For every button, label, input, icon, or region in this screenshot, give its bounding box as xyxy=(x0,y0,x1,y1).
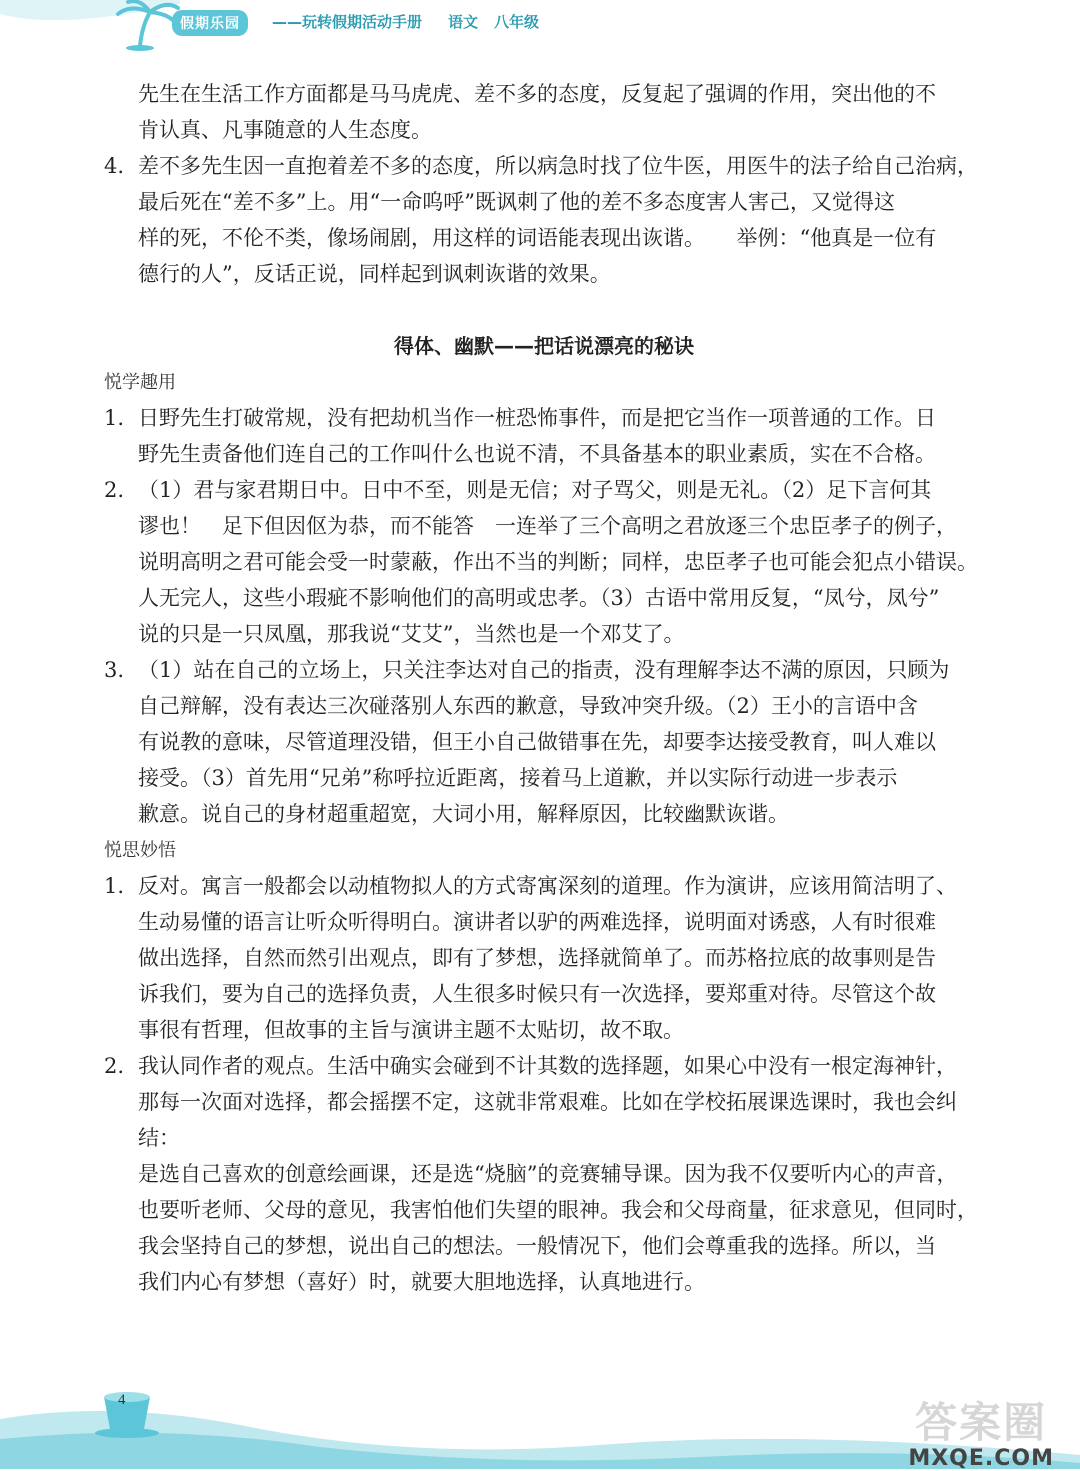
text-line: 德行的人”，反话正说，同样起到讽刺诙谐的效果。 xyxy=(138,262,611,286)
answer-item-4 xyxy=(104,148,984,292)
page-header xyxy=(0,0,1080,52)
text-line: 我认同作者的观点。生活中确实会碰到不计其数的选择题，如果心中没有一根定海神针， xyxy=(138,1054,957,1078)
item-number: 2. xyxy=(104,478,125,502)
header-subtitle: ——玩转假期活动手册 xyxy=(272,13,423,31)
item-number: 2. xyxy=(104,1054,125,1078)
text-line: 事很有哲理，但故事的主旨与演讲主题不太贴切，故不取。 xyxy=(138,1018,684,1042)
answer-item xyxy=(104,652,984,832)
text-line: 我们内心有梦想（喜好）时，就要大胆地选择，认真地进行。 xyxy=(138,1270,705,1294)
text-line: 自己辩解，没有表达三次碰落别人东西的歉意，导致冲突升级。（2）王小的言语中含 xyxy=(138,694,918,718)
answer-content xyxy=(104,76,984,1300)
text-line: 反对。寓言一般都会以动植物拟人的方式寄寓深刻的道理。作为演讲，应该用简洁明了、 xyxy=(138,874,957,898)
answer-item xyxy=(104,1048,984,1300)
text-line: 也要听老师、父母的意见，我害怕他们失望的眼神。我会和父母商量，征求意见，但同时， xyxy=(138,1198,978,1222)
watermark-logo-icon: 答案圈 xyxy=(915,1398,1048,1447)
section-title: 得体、幽默——把话说漂亮的秘诀 xyxy=(394,334,694,358)
item-number: 1. xyxy=(104,874,125,898)
subheading-thinking: 悦思妙悟 xyxy=(104,840,176,861)
text-line: 差不多先生因一直抱着差不多的态度，所以病急时找了位牛医，用医牛的法子给自己治病， xyxy=(138,154,978,178)
palm-tree-logo-icon xyxy=(0,0,180,52)
text-line: 有说教的意味，尽管道理没错，但王小自己做错事在先，却要李达接受教育，叫人难以 xyxy=(138,730,936,754)
header-badge: 假期乐园 xyxy=(172,10,248,36)
text-line: 样的死，不伦不类，像场闹剧，用这样的词语能表现出诙谐。 举例：“他真是一位有 xyxy=(138,226,937,250)
item-number: 4. xyxy=(104,154,125,178)
text-line: （1）站在自己的立场上，只关注李达对自己的指责，没有理解李达不满的原因，只顾为 xyxy=(138,658,950,682)
page-number: 4 xyxy=(118,1392,126,1408)
text-line: 生动易懂的语言让听众听得明白。演讲者以驴的两难选择，说明面对诱惑，人有时很难 xyxy=(138,910,936,934)
text-line: 最后死在“差不多”上。用“一命呜呼”既讽刺了他的差不多态度害人害己，又觉得这 xyxy=(138,190,895,214)
text-line: 野先生责备他们连自己的工作叫什么也说不清，不具备基本的职业素质，实在不合格。 xyxy=(138,442,936,466)
header-subject: 语文 xyxy=(448,13,479,31)
text-line: 接受。（3）首先用“兄弟”称呼拉近距离，接着马上道歉，并以实际行动进一步表示 xyxy=(138,766,898,790)
item-number: 1. xyxy=(104,406,125,430)
text-line: 是选自己喜欢的创意绘画课，还是选“烧脑”的竞赛辅导课。因为我不仅要听内心的声音， xyxy=(138,1162,958,1186)
text-line: 人无完人，这些小瑕疵不影响他们的高明或忠孝。（3）古语中常用反复，“凤兮，凤兮” xyxy=(138,586,940,610)
text-line: 做出选择，自然而然引出观点，即有了梦想，选择就简单了。而苏格拉底的故事则是告 xyxy=(138,946,936,970)
text-line: 肯认真、凡事随意的人生态度。 xyxy=(138,118,432,142)
watermark xyxy=(908,1390,1054,1471)
header-grade: 八年级 xyxy=(494,13,540,31)
text-line: 诉我们，要为自己的选择负责，人生很多时候只有一次选择，要郑重对待。尽管这个故 xyxy=(138,982,936,1006)
text-line: 我会坚持自己的梦想，说出自己的想法。一般情况下，他们会尊重我的选择。所以，当 xyxy=(138,1234,936,1258)
intro-continuation xyxy=(104,76,984,148)
text-line: 歉意。说自己的身材超重超宽，大词小用，解释原因，比较幽默诙谐。 xyxy=(138,802,789,826)
text-line: 谬也！ 足下但因伛为恭，而不能答 一连举了三个高明之君放逐三个忠臣孝子的例子， xyxy=(138,514,957,538)
watermark-url: MXQE.COM xyxy=(908,1446,1054,1471)
text-line: （1）君与家君期日中。日中不至，则是无信；对子骂父，则是无礼。（2）足下言何其 xyxy=(138,478,932,502)
text-line: 日野先生打破常规，没有把劫机当作一桩恐怖事件，而是把它当作一项普通的工作。日 xyxy=(138,406,936,430)
answer-item xyxy=(104,472,984,652)
text-line: 那每一次面对选择，都会摇摆不定，这就非常艰难。比如在学校拓展课选课时，我也会纠结： xyxy=(138,1090,957,1150)
item-number: 3. xyxy=(104,658,125,682)
text-line: 先生在生活工作方面都是马马虎虎、差不多的态度，反复起了强调的作用，突出他的不 xyxy=(138,82,936,106)
text-line: 说明高明之君可能会受一时蒙蔽，作出不当的判断；同样，忠臣孝子也可能会犯点小错误。 xyxy=(138,550,978,574)
subheading-learning: 悦学趣用 xyxy=(104,372,176,393)
answer-item xyxy=(104,868,984,1048)
answer-item xyxy=(104,400,984,472)
text-line: 说的只是一只凤凰，那我说“艾艾”，当然也是一个邓艾了。 xyxy=(138,622,685,646)
